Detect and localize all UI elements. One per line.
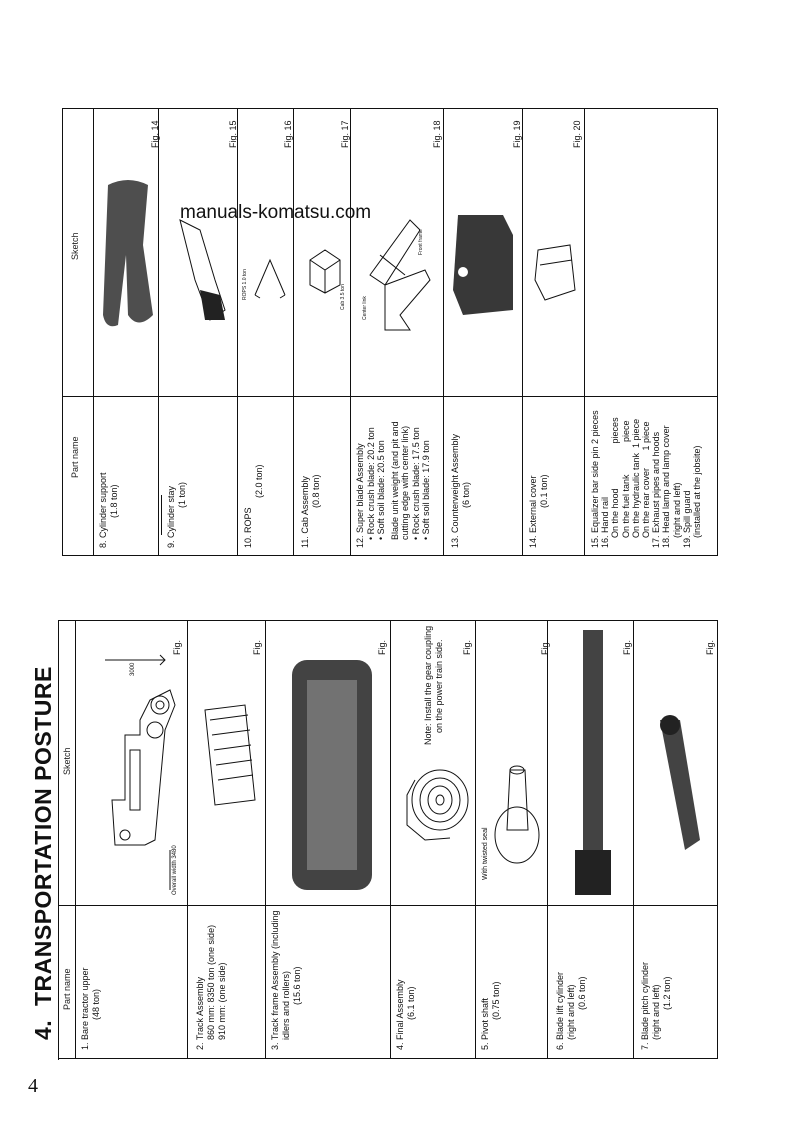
part-weight: 860 mm: 8350 ton (one side) xyxy=(206,924,216,1040)
part-weight: (2.0 ton) xyxy=(254,464,264,498)
final-assembly-sketch xyxy=(395,760,475,850)
part-line: cutting edge with center link) xyxy=(400,425,410,540)
cylinder-stay-sketch xyxy=(170,210,235,330)
blade-pitch-cylinder-sketch xyxy=(640,710,715,860)
fig-label: Fig. xyxy=(622,639,632,655)
note-line: Note: Install the gear coupling xyxy=(423,625,433,745)
part-rows-15-19 xyxy=(590,410,702,548)
watermark: manuals-komatsu.com xyxy=(180,202,372,223)
part-weight: (15.6 ton) xyxy=(292,966,302,1005)
part-label: 8. Cylinder support xyxy=(98,472,108,548)
part-line: (right and left) xyxy=(651,984,661,1040)
part-line: (installed at the jobsite) xyxy=(692,445,703,548)
part-weight: (6 ton) xyxy=(461,481,471,508)
part-weight: (1.8 ton) xyxy=(109,484,119,518)
fig-label: Fig. 18 xyxy=(432,120,442,148)
part-label: 11. Cab Assembly xyxy=(300,476,310,548)
pivot-shaft-sketch xyxy=(490,760,545,870)
overall-width-label: Overall width 3480 xyxy=(172,845,178,895)
fig-label: Fig. xyxy=(172,639,182,655)
part-row-7 xyxy=(640,962,673,1050)
counterweight-sketch xyxy=(448,210,518,320)
part-line: (right and left) xyxy=(566,984,576,1040)
part-line: On the fuel tank piece xyxy=(620,420,631,548)
dimension-label: 3000 xyxy=(130,662,136,676)
part-weight: (0.6 ton) xyxy=(577,976,587,1010)
part-line: • Rock crush blade: 17.5 ton xyxy=(410,427,421,540)
rops-sketch xyxy=(250,250,290,305)
part-label: 16. Hand rail xyxy=(600,496,611,548)
part-label: 2. Track Assembly xyxy=(195,976,205,1050)
part-label: 5. Pivot shaft xyxy=(480,997,490,1050)
external-cover-sketch xyxy=(530,240,580,305)
part-label: 9. Cylinder stay xyxy=(166,485,176,548)
section-title xyxy=(30,666,57,1040)
part-label: 17. Exhaust pipes and hoods xyxy=(651,431,662,548)
part-label: 4. Final Assembly xyxy=(395,979,405,1050)
twisted-seal-label: With twisted seal xyxy=(482,827,489,880)
part-label: 15. Equalizer bar side pin 2 pieces xyxy=(590,410,600,548)
part-weight: (1.2 ton) xyxy=(662,976,672,1010)
part-line: • Soft soil blade: 20.5 ton xyxy=(376,440,386,540)
part-row-8 xyxy=(98,472,120,548)
part-row-1 xyxy=(80,967,102,1050)
part-weight: (0.1 ton) xyxy=(539,474,549,508)
fig-label: Fig. xyxy=(377,639,387,655)
part-row-13 xyxy=(450,434,472,548)
part-line: (right and left) xyxy=(671,482,682,548)
part-weight: (0.8 ton) xyxy=(311,474,321,508)
part-weight: 910 mm: (one side) xyxy=(217,962,227,1040)
blade-lift-cylinder-sketch xyxy=(565,620,620,900)
section-title-text: TRANSPORTATION POSTURE xyxy=(30,666,56,1007)
part-row-2 xyxy=(195,925,228,1050)
note-gear-coupling xyxy=(423,626,445,745)
header-part-name: Part name xyxy=(70,436,80,478)
part-weight: (1 ton) xyxy=(177,481,187,508)
part-line: On the hood pieces xyxy=(610,417,621,548)
fig-label: Fig. 15 xyxy=(228,120,238,148)
part-line: • Rock crush blade: 20.2 ton xyxy=(365,427,376,540)
super-blade-sketch xyxy=(365,215,440,335)
part-line: • Soft soil blade: 17.9 ton xyxy=(421,440,431,540)
section-number: 4. xyxy=(30,1019,56,1040)
part-row-11 xyxy=(300,474,322,548)
track-assembly-sketch xyxy=(200,700,260,810)
part-line: idlers and rollers) xyxy=(281,970,291,1040)
part-row-4 xyxy=(395,979,417,1050)
fig-label: Fig. 14 xyxy=(150,120,160,148)
header-sketch: Sketch xyxy=(70,232,80,260)
part-row-10 xyxy=(243,464,265,548)
fig-label: Fig. xyxy=(252,639,262,655)
part-line: On the hydraulic tank 1 piece xyxy=(630,418,641,548)
fig-label: Fig. 17 xyxy=(340,120,350,148)
fig-label: Fig. xyxy=(705,639,715,655)
track-frame-sketch xyxy=(282,650,382,900)
part-label: 7. Blade pitch cylinder xyxy=(640,961,650,1050)
cab-sketch-label: Cab 3.5 ton xyxy=(340,284,346,310)
part-row-14 xyxy=(528,474,550,548)
part-label: 19. Spill guard xyxy=(681,490,692,548)
part-row-9 xyxy=(166,482,188,548)
part-label: 3. Track frame Assembly (including xyxy=(270,910,280,1050)
part-row-12 xyxy=(355,421,432,548)
fig-label: Fig. xyxy=(540,639,550,655)
fig-label: Fig. 16 xyxy=(283,120,293,148)
header-sketch: Sketch xyxy=(62,747,72,775)
cab-sketch xyxy=(300,245,345,295)
front-frame-label: Front frame xyxy=(418,229,424,255)
part-label: 10. ROPS xyxy=(243,507,253,548)
part-label: 1. Bare tractor upper xyxy=(80,967,90,1050)
part-row-6 xyxy=(555,972,588,1050)
part-line: Blade unit weight (and pit and xyxy=(389,421,400,540)
part-row-5 xyxy=(480,981,502,1050)
part-row-3 xyxy=(270,910,303,1050)
part-weight: (6.1 ton) xyxy=(406,986,416,1020)
center-link-label: Center link xyxy=(362,296,368,320)
header-part-name: Part name xyxy=(62,968,72,1010)
part-label: 6. Blade lift cylinder xyxy=(555,971,565,1050)
part-label: 18. Head lamp and lamp cover xyxy=(661,425,672,548)
page-number: 4 xyxy=(28,1075,38,1097)
rops-sketch-label: ROPS 1.0 ton xyxy=(242,269,248,300)
part-label: 14. External cover xyxy=(528,475,538,548)
part-line: On the rear cover 1 piece xyxy=(641,421,652,548)
fig-label: Fig. 19 xyxy=(512,120,522,148)
note-line: on the power train side. xyxy=(434,639,444,733)
part-weight: (0.75 ton) xyxy=(491,981,501,1020)
cylinder-support-sketch xyxy=(98,175,158,335)
fig-label: Fig. 20 xyxy=(572,120,582,148)
fig-label: Fig. xyxy=(462,639,472,655)
part-label: 12. Super blade Assembly xyxy=(355,443,365,548)
part-label: 13. Counterweight Assembly xyxy=(450,433,460,548)
part-weight: (48 ton) xyxy=(91,988,101,1020)
